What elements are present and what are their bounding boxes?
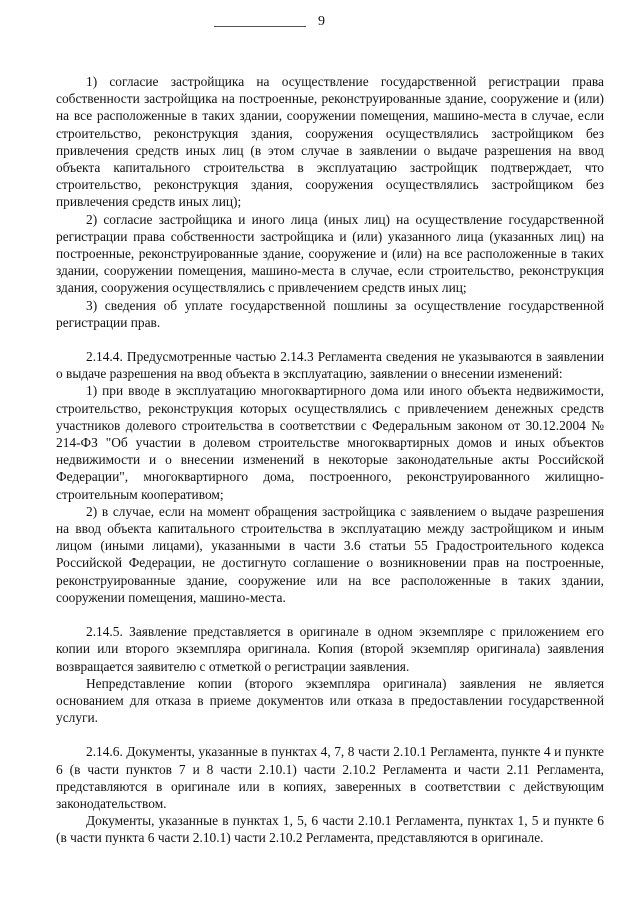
paragraph-2-14-6: 2.14.6. Документы, указанные в пунктах 4, 7, 8 части 2.10.1 Регламента, пункте 4 и пункте 6 (в части пунктов 7 и 8 части 2.10.1) части 2.10.2 Регламента и части 2.11 Регламента, представляются в оригинале или в копиях, заверенных в соответствии с действующим законодательством. [56,744,604,811]
paragraph-2-14-6-note: Документы, указанные в пунктах 1, 5, 6 части 2.10.1 Регламента, пунктах 1, 5 и пункте 6 (в части пункта 6 части 2.10.1) части 2.10.2 Регламента, представляются в оригинале. [56,813,604,846]
header-rule [214,26,306,27]
section-spacer [56,726,604,743]
section-spacer [56,331,604,348]
paragraph-2-14-4: 2.14.4. Предусмотренные частью 2.14.3 Регламента сведения не указываются в заявлении о выдаче разрешения на ввод объекта в эксплуатацию, заявлении о внесении изменений: [56,349,604,382]
section-spacer [56,606,604,623]
paragraph-item-1: 1) согласие застройщика на осуществление государственной регистрации права собственности застройщика на построенные, реконструированные здание, сооружение и (или) на все расположенные в таких здании, сооружении помещения, машино-места в случае, если строительство, реконструкция здания, сооружения осуществлялись застройщиком без привлечения средств иных лиц (в этом случае в заявлении о выдаче разрешения на ввод объекта капитального строительства в эксплуатацию застройщик подтверждает, что строительство, реконструкция здания, сооружения осуществлялись застройщиком без привлечения средств иных лиц); [56,74,604,210]
paragraph-item-3: 3) сведения об уплате государственной пошлины за осуществление государственной регистрации прав. [56,297,604,330]
paragraph-item-2: 2) согласие застройщика и иного лица (иных лиц) на осуществление государственной регистрации права собственности застройщика и (или) указанного лица (указанных лиц) на построенные, реконструированные здание, сооружение и (или) на все расположенные в таких здании, сооружении помещения, машино-места в случае, если строительство, реконструкция здания, сооружения осуществлялись с привлечением средств иных лиц; [56,211,604,296]
document-body [56,73,604,847]
paragraph-2-14-5-note: Непредставление копии (второго экземпляра оригинала) заявления не является основанием для отказа в приеме документов или отказа в предоставлении государственной услуги. [56,675,604,726]
page-number: 9 [318,14,325,29]
paragraph-2-14-4-item-1: 1) при вводе в эксплуатацию многоквартирного дома или иного объекта недвижимости, строительство, реконструкция которых осуществлялись с привлечением денежных средств участников долевого строительства в соответствии с Федеральным законом от 30.12.2004 № 214-ФЗ "Об участии в долевом строительстве многоквартирных домов и иных объектов недвижимости и о внесении изменений в некоторые законодательные акты Российской Федерации", многоквартирного дома, построенного, реконструированного жилищно-строительным кооперативом; [56,383,604,502]
paragraph-2-14-4-item-2: 2) в случае, если на момент обращения застройщика с заявлением о выдаче разрешения на ввод объекта капитального строительства в эксплуатацию между застройщиком и иным лицом (иными лицами), указанными в части 3.6 статьи 55 Градостроительного кодекса Российской Федерации, не достигнуто соглашение о возникновении прав на построенные, реконструированные здание, сооружение или на все расположенные в таких здании, сооружении помещения, машино-места. [56,503,604,605]
paragraph-2-14-5: 2.14.5. Заявление представляется в оригинале в одном экземпляре с приложением его копии или второго экземпляра оригинала. Копия (второй экземпляр оригинала) заявления возвращается заявителю с отметкой о регистрации заявления. [56,624,604,674]
